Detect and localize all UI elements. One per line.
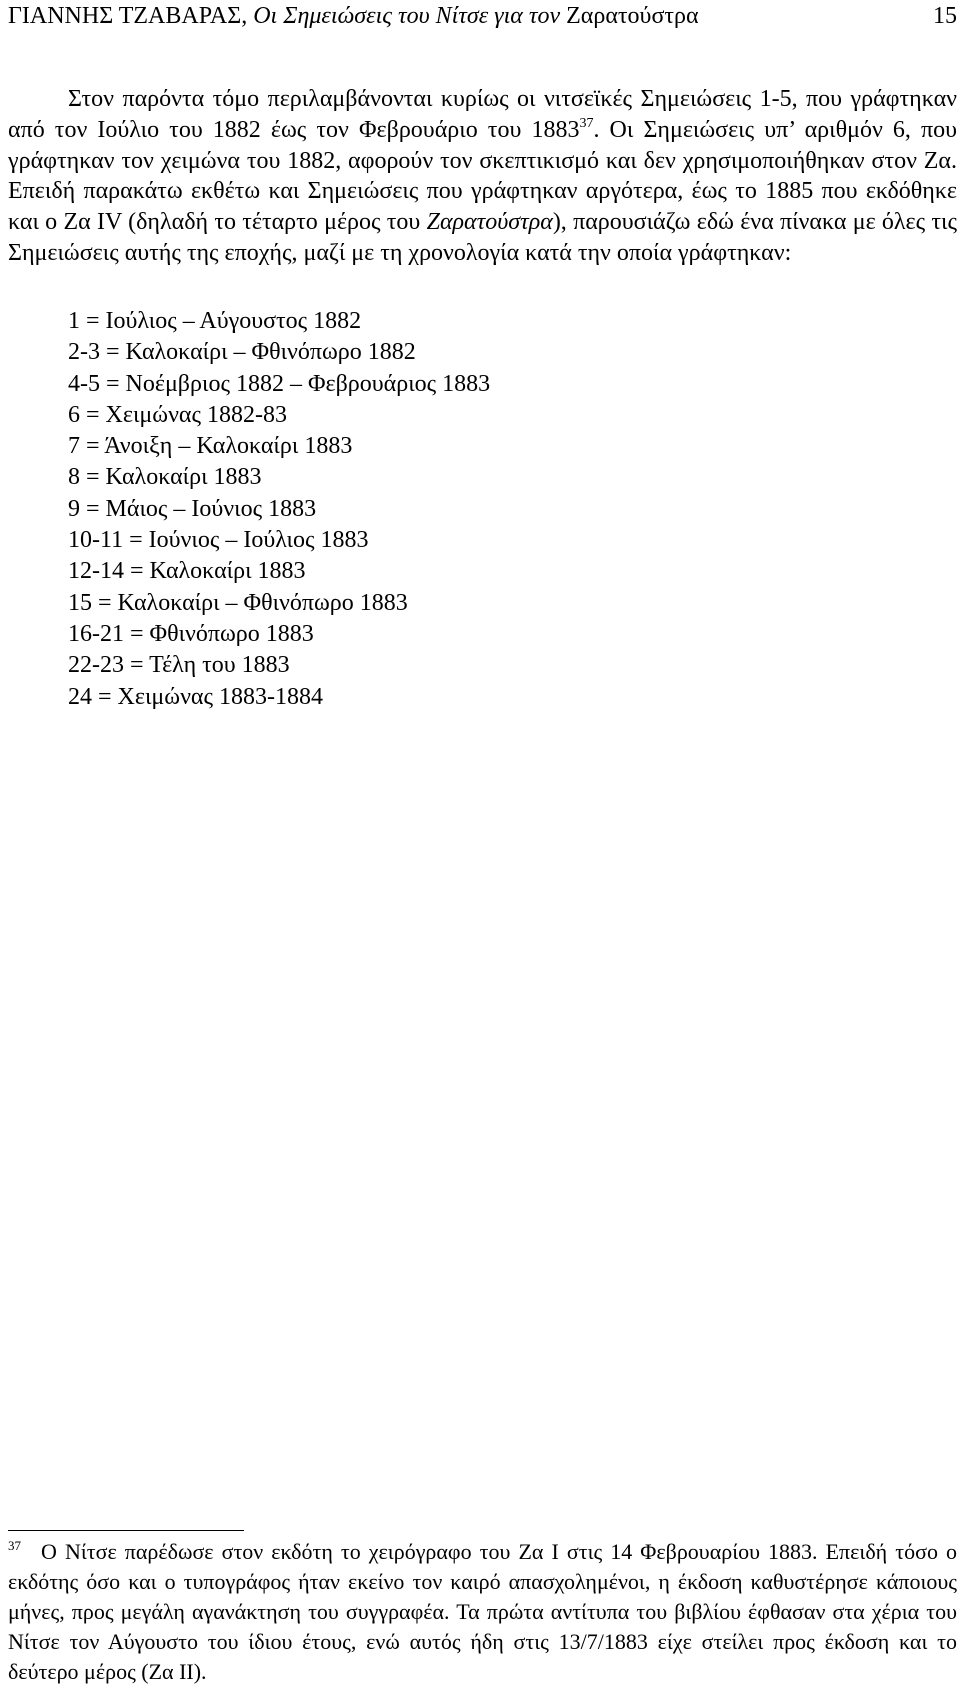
running-header bbox=[8, 2, 957, 30]
footnote-number: 37 bbox=[8, 1538, 21, 1553]
header-author: ΓΙΑΝΝΗΣ ΤΖΑΒΑΡΑΣ, bbox=[8, 3, 248, 29]
body-text-c: ), παρουσιάζω εδώ ένα πίνακα με όλες τις Σημειώσεις αυτής της εποχής, μαζί με τη χρονολογία κατά την οποία γράφτηκαν: bbox=[8, 209, 958, 266]
footnote-reference[interactable]: 37 bbox=[579, 115, 594, 131]
chronology-item: 15 = Καλοκαίρι – Φθινόπωρο 1883 bbox=[68, 589, 408, 616]
chronology-item: 1 = Ιούλιος – Αύγουστος 1882 bbox=[68, 308, 362, 334]
header-work-title: Οι Σημειώσεις του Νίτσε για τον bbox=[253, 3, 561, 29]
chronology-item: 9 = Μάιος – Ιούνιος 1883 bbox=[68, 495, 317, 522]
chronology-item: 2-3 = Καλοκαίρι – Φθινόπωρο 1882 bbox=[68, 339, 416, 366]
chronology-item: 16-21 = Φθινόπωρο 1883 bbox=[68, 620, 314, 647]
chronology-item: 6 = Χειμώνας 1882-83 bbox=[68, 401, 287, 428]
page-number: 15 bbox=[933, 3, 957, 29]
body-paragraph bbox=[8, 84, 957, 269]
chronology-item: 24 = Χειμώνας 1883-1884 bbox=[68, 683, 323, 710]
chronology-item: 4-5 = Νοέμβριος 1882 – Φεβρουάριος 1883 bbox=[68, 370, 491, 397]
body-italic-title: Ζαρατούστρα bbox=[426, 209, 553, 236]
body-text-a: Στον παρόντα τόμο περιλαμβάνονται κυρίως οι νιτσεϊκές Σημειώσεις 1-5, που γράφτηκαν από τον Ιούλιο του 1882 έως τον Φεβρουάριο του 1883 bbox=[8, 86, 957, 143]
header-work-title-rest: Ζαρατούστρα bbox=[566, 3, 699, 29]
footnote-text: Ο Νίτσε παρέδωσε στον εκδότη το χειρόγραφο του Ζα I στις 14 Φεβρουαρίου 1883. Επειδή τόσο ο εκδότης όσο και ο τυπογράφος ήταν εκείνο τον καιρό απασχολημένοι, η έκδοση καθυστέρησε κάποιους μήνες, προς μεγάλη αγανάκτηση του συγγραφέα. Τα πρώτα αντίτυπα του βιβλίου έφθασαν στα χέρια του Νίτσε τον Αύγουστο του ίδιου έτους, ενώ αυτός ήδη στις 13/7/1883 είχε στείλει προς έκδοση και το δεύτερο μέρος (Ζα II). bbox=[8, 1539, 957, 1684]
chronology-item: 7 = Άνοιξη – Καλοκαίρι 1883 bbox=[68, 433, 353, 460]
chronology-item: 10-11 = Ιούνιος – Ιούλιος 1883 bbox=[68, 527, 369, 554]
chronology-item: 22-23 = Τέλη του 1883 bbox=[68, 652, 290, 679]
chronology-item: 8 = Καλοκαίρι 1883 bbox=[68, 464, 262, 491]
chronology-list bbox=[68, 306, 490, 713]
body-text-b: . Οι Σημειώσεις υπ’ αριθμόν 6, που γράφτηκαν τον χειμώνα του 1882, αφορούν τον σκεπτικισμό και δεν χρησιμοποιήθηκαν στον Ζα. Επειδή παρακάτω εκθέτω και Σημειώσεις που γράφτηκαν αργότερα, έως το 1885 που εκδόθηκε και ο Ζα IV (δηλαδή το τέταρτο μέρος του bbox=[8, 116, 958, 236]
chronology-item: 12-14 = Καλοκαίρι 1883 bbox=[68, 558, 306, 585]
footnote-separator bbox=[8, 1530, 244, 1531]
footnote bbox=[8, 1537, 957, 1687]
